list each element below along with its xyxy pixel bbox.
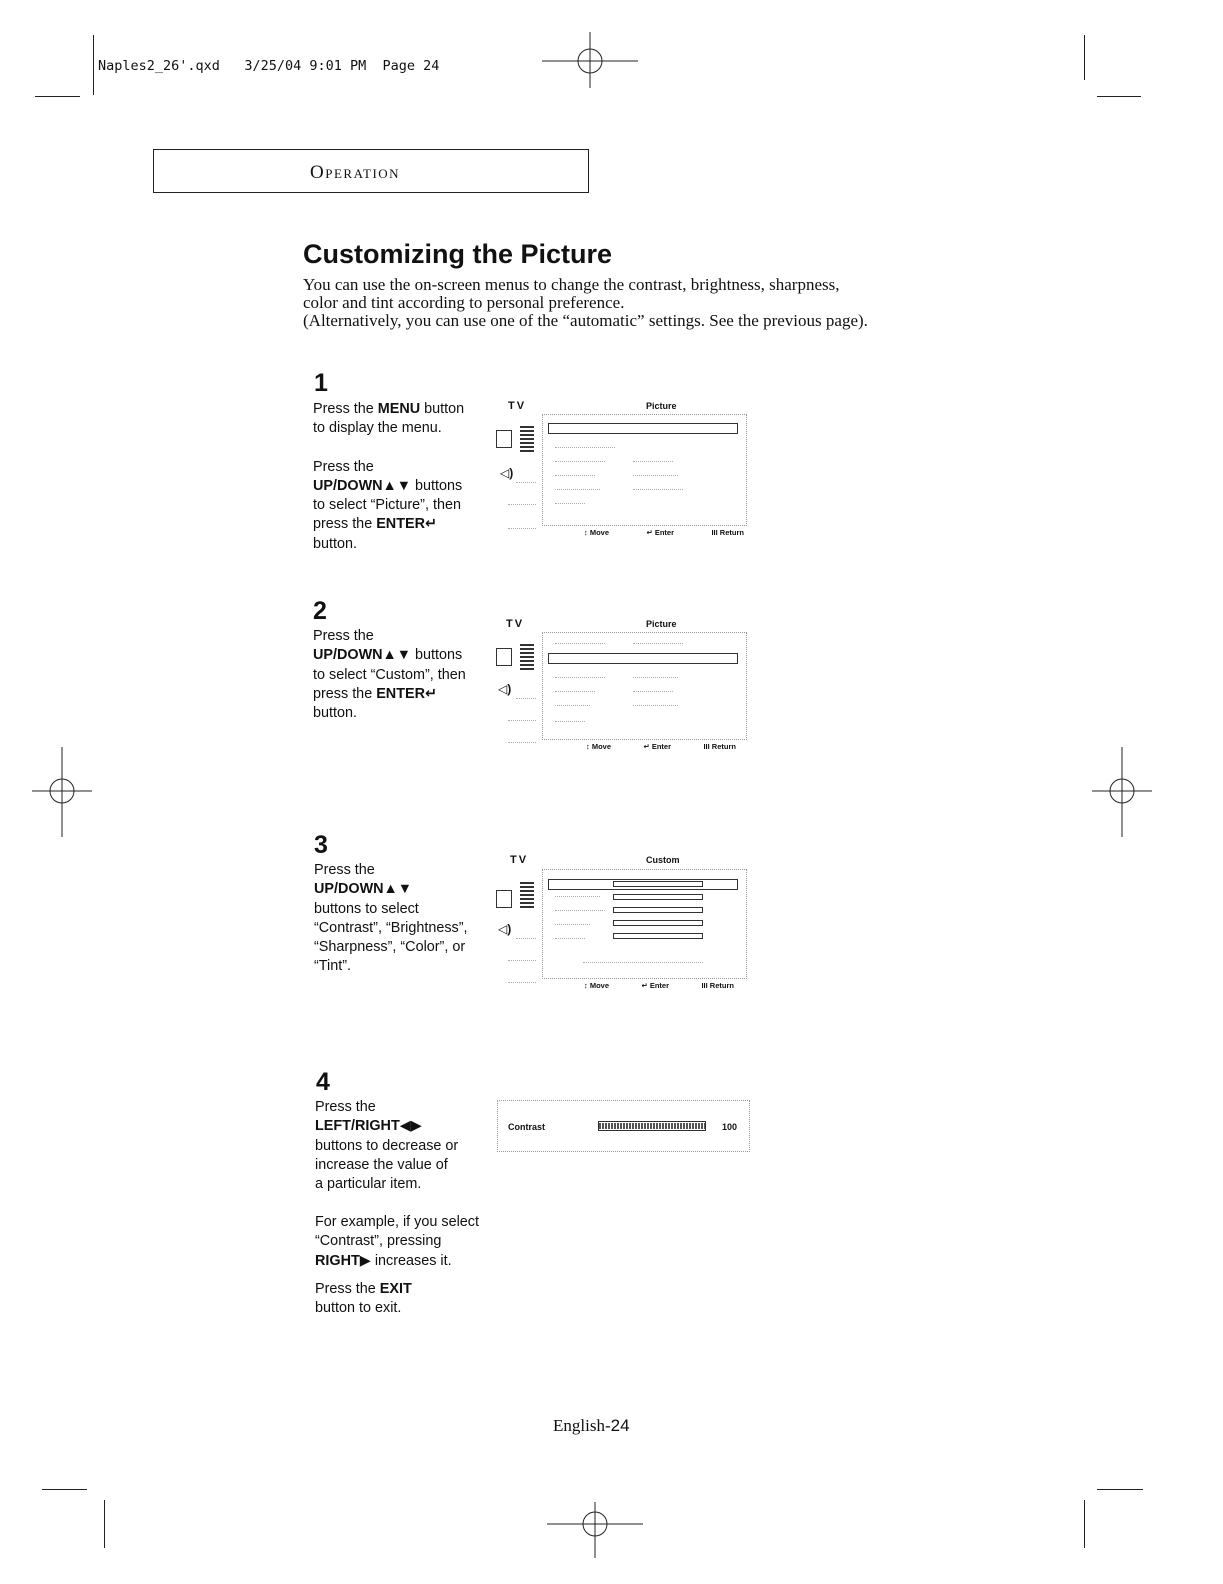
enter-hint: ↵ Enter [641, 981, 670, 990]
menu-panel [542, 869, 747, 979]
instruction-line: UP/DOWN▲▼ [314, 881, 413, 898]
menu-source: TV [506, 618, 525, 630]
instruction-line: button. [313, 535, 358, 552]
crop-mark [1097, 1489, 1143, 1490]
picture-icon [520, 644, 534, 670]
slug-time: 9:01 PM [309, 58, 367, 74]
tv-icon [496, 430, 512, 448]
slug-date: 3/25/04 [244, 58, 302, 74]
menu-highlight [548, 653, 738, 664]
step-instructions [314, 861, 489, 977]
crop-mark [1084, 1500, 1085, 1548]
picture-icon [520, 882, 534, 908]
registration-mark-right [1090, 745, 1154, 840]
print-slug [98, 42, 439, 74]
menu-panel [542, 414, 747, 526]
instruction-line: For example, if you select [315, 1214, 479, 1230]
menu-screen-custom-select [490, 616, 752, 756]
crop-mark [1097, 96, 1141, 97]
menu-title: Picture [646, 619, 677, 629]
slider-track [613, 881, 703, 887]
intro-line: color and tint according to personal preference. [303, 293, 625, 312]
slider-track [613, 907, 703, 913]
instruction-line: Press the [315, 1099, 376, 1115]
instruction-line: Press the [314, 862, 375, 878]
instruction-line: “Contrast”, “Brightness”, [314, 919, 468, 936]
instruction-line: Press the MENU button [313, 401, 465, 417]
adjust-label: Contrast [508, 1122, 546, 1132]
menu-footer [584, 528, 744, 537]
instruction-line: “Tint”. [314, 958, 352, 975]
step-exit-note [315, 1280, 490, 1319]
return-hint: III Return [701, 981, 734, 990]
instruction-line: UP/DOWN▲▼ buttons [313, 477, 463, 494]
menu-source: TV [510, 854, 529, 866]
step-instructions [313, 627, 488, 723]
instruction-line [313, 439, 488, 458]
instruction-line: to select “Custom”, then [313, 666, 466, 683]
crop-mark [104, 1500, 105, 1548]
instruction-line: UP/DOWN▲▼ buttons [313, 647, 463, 664]
adjust-value: 100 [722, 1122, 738, 1132]
sound-icon: ◁) [500, 466, 514, 480]
menu-highlight [548, 423, 738, 434]
instruction-line: RIGHT▶ increases it. [315, 1252, 452, 1269]
instruction-line: press the ENTER↵ [313, 685, 438, 702]
instruction-line: “Contrast”, pressing [315, 1233, 442, 1250]
step-instructions [313, 400, 488, 554]
menu-source: TV [508, 400, 527, 412]
contrast-slider-track [598, 1121, 706, 1131]
move-hint: ↕ Move [584, 528, 610, 537]
return-hint: III Return [703, 742, 736, 751]
instruction-line: to display the menu. [313, 420, 442, 437]
instruction-line: buttons to select [314, 900, 419, 917]
move-hint: ↕ Move [584, 981, 610, 990]
menu-side-icons [494, 638, 538, 746]
menu-panel [542, 632, 747, 740]
instruction-line: to select “Picture”, then [313, 497, 461, 514]
instruction-line: Press the [313, 458, 374, 475]
contrast-adjust-screen [497, 1100, 750, 1152]
slug-page: Page 24 [382, 58, 440, 74]
instruction-line: button. [313, 705, 358, 722]
step-number: 3 [314, 831, 328, 859]
contrast-slider-fill [599, 1123, 705, 1129]
step-example [315, 1213, 515, 1271]
menu-footer [584, 981, 734, 990]
tv-icon [496, 890, 512, 908]
section-header [153, 149, 589, 193]
return-hint: III Return [711, 528, 744, 537]
move-hint: ↕ Move [586, 742, 612, 751]
registration-mark-bottom [545, 1500, 645, 1560]
step-number: 1 [314, 369, 328, 397]
instruction-line: button to exit. [315, 1300, 402, 1317]
instruction-line: Press the [313, 628, 374, 644]
registration-mark-top [540, 30, 640, 90]
slider-track [613, 920, 703, 926]
crop-mark [35, 96, 80, 97]
slug-file: Naples2_26'.qxd [98, 58, 220, 74]
sound-icon: ◁) [498, 922, 512, 936]
intro-text [303, 276, 1003, 330]
footer-language: English- [553, 1416, 611, 1435]
instruction-line: “Sharpness”, “Color”, or [314, 939, 466, 956]
step-instructions [315, 1098, 490, 1194]
crop-mark [1084, 35, 1085, 80]
step-number: 2 [313, 597, 327, 625]
page-title: Customizing the Picture [303, 239, 613, 269]
intro-line: (Alternatively, you can use one of the “automatic” settings. See the previous page). [303, 311, 868, 330]
enter-hint: ↵ Enter [646, 528, 675, 537]
registration-mark-left [30, 745, 94, 840]
slider-track [613, 933, 703, 939]
tv-icon [496, 648, 512, 666]
menu-title: Picture [646, 401, 677, 411]
crop-mark [42, 1489, 87, 1490]
menu-title: Custom [646, 855, 680, 865]
slider-track [613, 894, 703, 900]
crop-mark [93, 35, 94, 95]
instruction-line: Press the EXIT [315, 1281, 412, 1297]
page-footer [553, 1416, 630, 1436]
sound-icon: ◁) [498, 682, 512, 696]
step-number: 4 [316, 1068, 330, 1096]
picture-icon [520, 426, 534, 452]
menu-side-icons [494, 420, 538, 532]
intro-line: You can use the on-screen menus to change the contrast, brightness, sharpness, [303, 275, 840, 294]
instruction-line: a particular item. [315, 1176, 422, 1193]
enter-hint: ↵ Enter [643, 742, 672, 751]
instruction-line: LEFT/RIGHT◀▶ [315, 1118, 422, 1135]
section-title: Operation [310, 162, 401, 183]
menu-screen-custom [490, 852, 752, 996]
instruction-line: increase the value of [315, 1156, 448, 1173]
menu-footer [586, 742, 736, 751]
menu-side-icons [494, 874, 538, 984]
instruction-line: buttons to decrease or [315, 1137, 459, 1154]
menu-screen-picture [490, 398, 752, 544]
footer-page-number: 24 [610, 1416, 630, 1435]
instruction-line: press the ENTER↵ [313, 516, 438, 533]
